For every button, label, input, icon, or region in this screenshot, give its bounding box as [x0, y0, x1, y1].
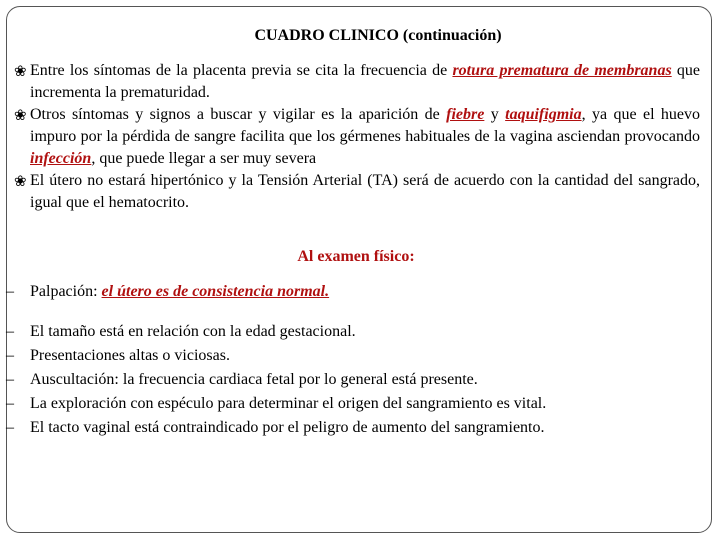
highlight-text: fiebre: [446, 106, 485, 123]
bullet-text: , ya que el huevo impuro por la pérdida de sangre facilita que los gérmenes habituales de la vagina asciendan provocando: [30, 106, 701, 145]
bullet-text: El útero no estará hipertónico y la Tensión Arterial (TA) será de acuerdo con la cantidad del sangrado, igual que el hematocrito.: [30, 172, 700, 211]
flower-bullet-icon: ❀: [14, 106, 27, 124]
list-item: [6, 320, 706, 344]
flower-bullet-icon: ❀: [14, 172, 27, 190]
bullet-text: , que puede llegar a ser muy severa: [91, 150, 317, 167]
list-item: [6, 280, 706, 304]
dash-icon: –: [6, 371, 14, 388]
dash-icon: –: [6, 347, 14, 364]
dash-icon: –: [6, 419, 14, 436]
bullet-item: [14, 104, 700, 170]
dash-icon: –: [6, 283, 14, 300]
highlight-text: rotura prematura de membranas: [452, 62, 672, 79]
bullet-item: [14, 60, 700, 104]
list-item-text: Presentaciones altas o viciosas.: [30, 347, 230, 364]
list-item: [6, 416, 706, 440]
dash-icon: –: [6, 323, 14, 340]
list-item-text: El tamaño está en relación con la edad gestacional.: [30, 323, 356, 340]
list-item: [6, 344, 706, 368]
palpacion-label: Palpación:: [30, 283, 102, 300]
bullet-text: Entre los síntomas de la placenta previa se cita la frecuencia de: [30, 62, 453, 79]
highlight-text: taquifigmia: [505, 106, 582, 123]
list-item-text: El tacto vaginal está contraindicado por el peligro de aumento del sangramiento.: [30, 419, 545, 436]
symptom-list: [14, 60, 700, 214]
spacer: [6, 304, 706, 320]
slide-title: CUADRO CLINICO (continuación): [254, 27, 502, 44]
highlight-text: infección: [30, 150, 92, 167]
dash-icon: –: [6, 395, 14, 412]
bullet-text: que incrementa la prematuridad.: [30, 62, 701, 101]
bullet-text: Otros síntomas y signos a buscar y vigilar es la aparición de: [30, 106, 447, 123]
list-item: [6, 392, 706, 416]
bullet-item: [14, 170, 700, 214]
exam-list: [6, 280, 706, 440]
exam-subheading: Al examen físico:: [297, 248, 415, 265]
bullet-text: y: [484, 106, 506, 123]
list-item-text: Auscultación: la frecuencia cardiaca fetal por lo general está presente.: [30, 371, 478, 388]
list-item: [6, 368, 706, 392]
highlight-text: el útero es de consistencia normal.: [101, 283, 330, 300]
list-item-text: La exploración con espéculo para determinar el origen del sangramiento es vital.: [30, 395, 547, 412]
flower-bullet-icon: ❀: [14, 62, 27, 80]
